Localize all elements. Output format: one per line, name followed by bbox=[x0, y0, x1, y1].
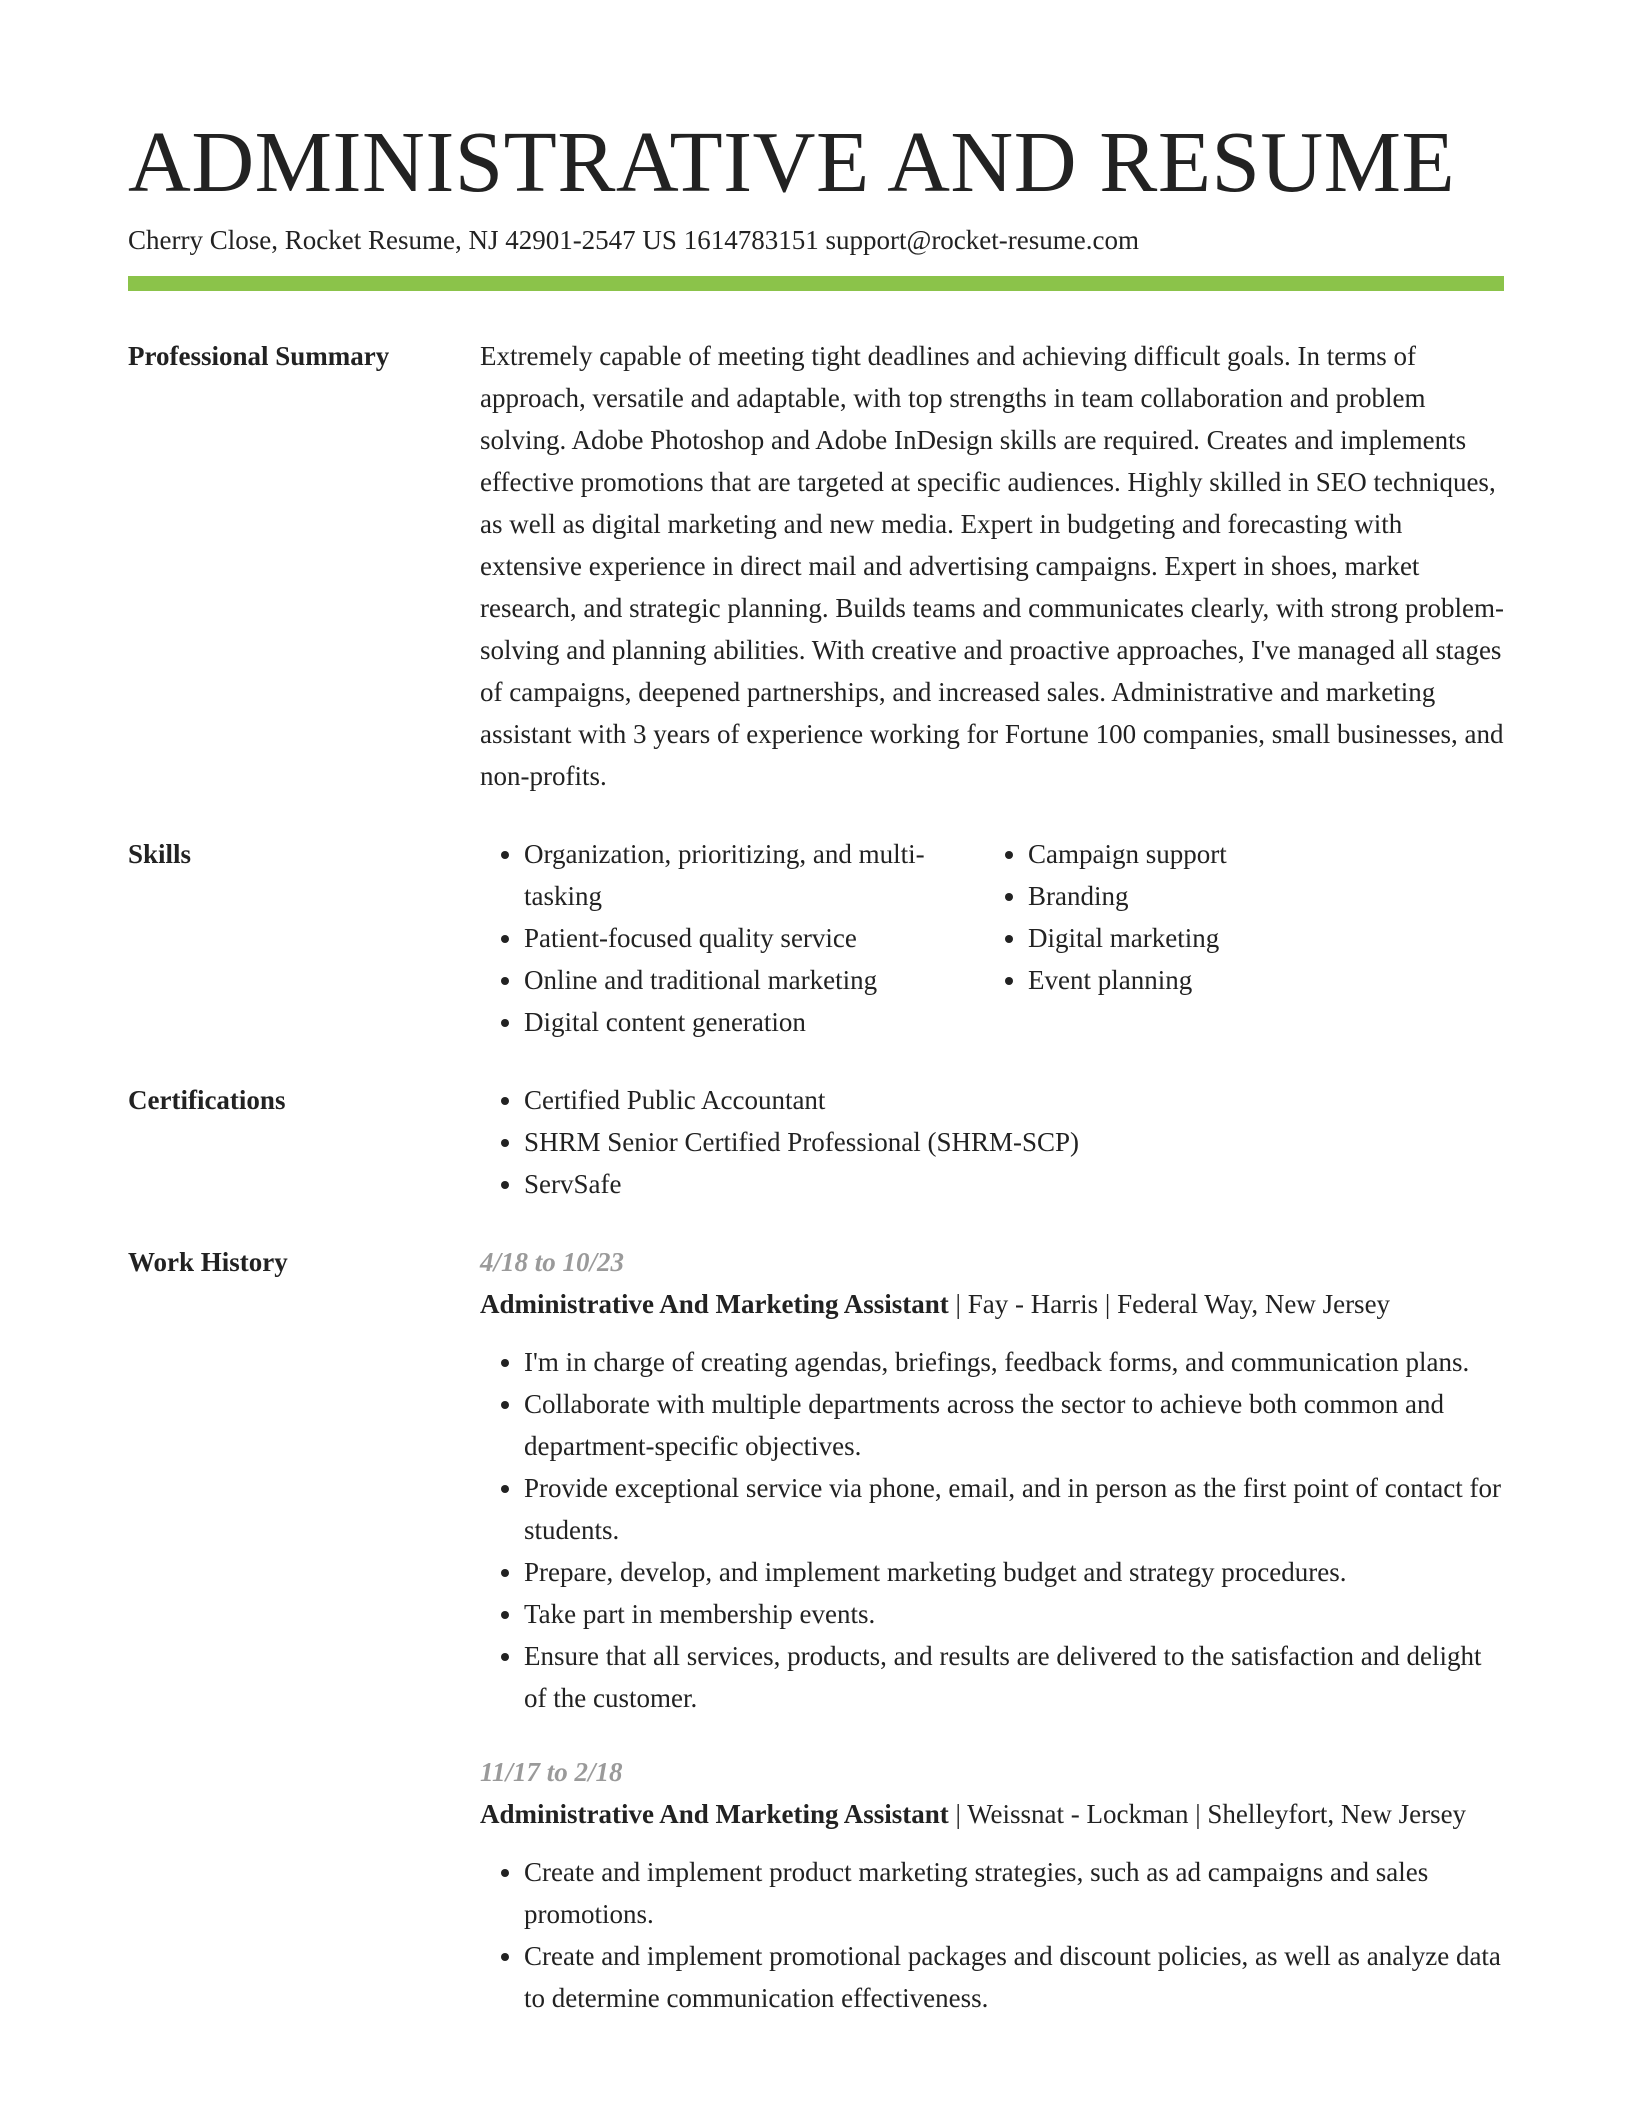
job-duty: • Provide exceptional service via phone, email, and in person as the first point of contact for students. bbox=[524, 1467, 1504, 1551]
skill-item: • Digital content generation bbox=[524, 1001, 984, 1043]
job-duties-list bbox=[480, 1341, 1504, 1719]
resume-name: ADMINISTRATIVE AND RESUME bbox=[128, 113, 1456, 210]
skill-item: • Digital marketing bbox=[1028, 917, 1504, 959]
certification-item: • SHRM Senior Certified Professional (SHRM-SCP) bbox=[524, 1121, 1504, 1163]
skill-item: • Campaign support bbox=[1028, 833, 1504, 875]
contact-line: Cherry Close, Rocket Resume, NJ 42901-2547 US 1614783151 support@rocket-resume.com bbox=[128, 225, 1139, 256]
summary-section bbox=[128, 341, 1504, 797]
job-duty: • Ensure that all services, products, and results are delivered to the satisfaction and delight of the customer. bbox=[524, 1635, 1504, 1719]
work-history-section bbox=[128, 1247, 1504, 2019]
job-heading bbox=[480, 1283, 1504, 1325]
job-duty: • Prepare, develop, and implement marketing budget and strategy procedures. bbox=[524, 1551, 1504, 1593]
job-title: Administrative And Marketing Assistant bbox=[480, 1289, 949, 1320]
job-entry bbox=[480, 1751, 1504, 2019]
section-title-skills: Skills bbox=[128, 839, 192, 870]
summary-body bbox=[480, 335, 1504, 797]
job-date: 11/17 to 2/18 bbox=[480, 1757, 623, 1788]
job-duty: • Collaborate with multiple departments across the sector to achieve both common and department-specific objectives. bbox=[524, 1383, 1504, 1467]
skill-item: • Online and traditional marketing bbox=[524, 959, 984, 1001]
job-date: 4/18 to 10/23 bbox=[480, 1247, 625, 1278]
skills-list-right bbox=[984, 833, 1504, 1043]
skills-list-left bbox=[480, 833, 984, 1043]
job-duty: • Take part in membership events. bbox=[524, 1593, 1504, 1635]
job-details: | Weissnat - Lockman | Shelleyfort, New Jersey bbox=[948, 1799, 1467, 1830]
skill-item: • Branding bbox=[1028, 875, 1504, 917]
certification-item: • Certified Public Accountant bbox=[524, 1079, 1504, 1121]
skill-item: • Organization, prioritizing, and multi-tasking bbox=[524, 833, 984, 917]
job-details: | Fay - Harris | Federal Way, New Jersey bbox=[948, 1289, 1391, 1320]
skills-body bbox=[480, 833, 1504, 1043]
skills-section bbox=[128, 839, 1504, 1043]
certifications-list bbox=[480, 1079, 1504, 1205]
skill-item: • Event planning bbox=[1028, 959, 1504, 1001]
job-duties-list bbox=[480, 1851, 1504, 2019]
certification-item: • ServSafe bbox=[524, 1163, 1504, 1205]
section-title-work-history: Work History bbox=[128, 1247, 288, 1278]
job-entry bbox=[480, 1241, 1504, 1719]
job-duty: • Create and implement promotional packages and discount policies, as well as analyze data to determine communication effectiveness. bbox=[524, 1935, 1504, 2019]
resume-page bbox=[128, 110, 1504, 2019]
job-heading bbox=[480, 1793, 1504, 1835]
section-title-summary: Professional Summary bbox=[128, 341, 390, 372]
job-duty: • Create and implement product marketing strategies, such as ad campaigns and sales promotions. bbox=[524, 1851, 1504, 1935]
job-duty: • I'm in charge of creating agendas, briefings, feedback forms, and communication plans. bbox=[524, 1341, 1504, 1383]
job-title: Administrative And Marketing Assistant bbox=[480, 1799, 949, 1830]
skill-item: • Patient-focused quality service bbox=[524, 917, 984, 959]
certifications-section bbox=[128, 1085, 1504, 1205]
work-history-body bbox=[480, 1241, 1504, 2019]
accent-divider bbox=[128, 276, 1504, 291]
summary-text: Extremely capable of meeting tight deadlines and achieving difficult goals. In terms of approach, versatile and adaptable, with top strengths in team collaboration and problem solving. Adobe Photoshop and Adobe InDesign skills are required. Creates and implements effective promotions that are targeted at specific audiences. Highly skilled in SEO techniques, as well as digital marketing and new media. Expert in budgeting and forecasting with extensive experience in direct mail and advertising campaigns. Expert in shoes, market research, and strategic planning. Builds teams and communicates clearly, with strong problem-solving and planning abilities. With creative and proactive approaches, I've managed all stages of campaigns, deepened partnerships, and increased sales. Administrative and marketing assistant with 3 years of experience working for Fortune 100 companies, small businesses, and non-profits. bbox=[480, 341, 1504, 792]
certifications-body bbox=[480, 1079, 1504, 1205]
section-title-certifications: Certifications bbox=[128, 1085, 286, 1116]
